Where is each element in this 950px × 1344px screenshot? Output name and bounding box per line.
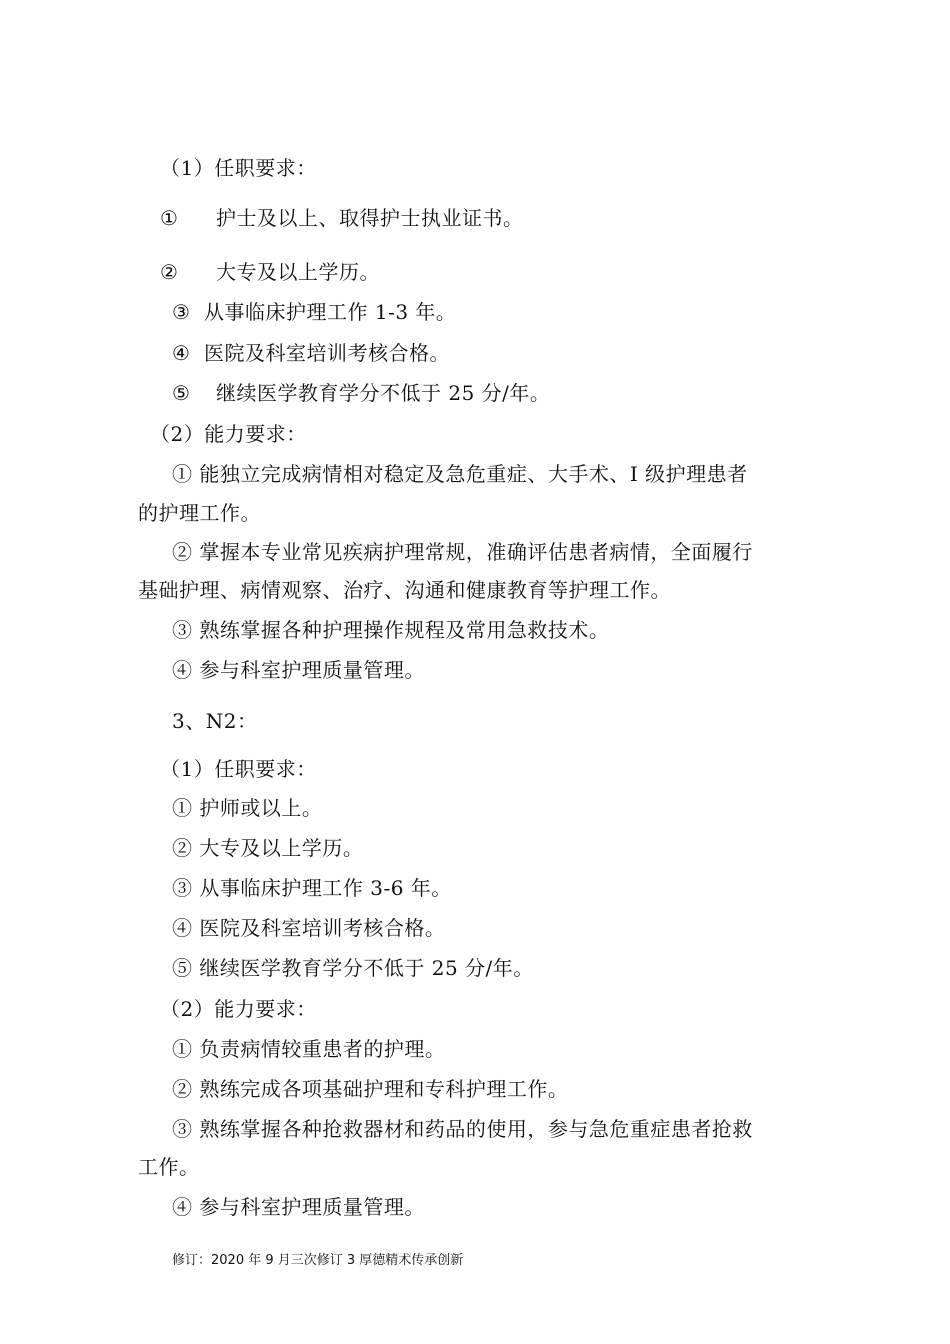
list-item [160, 206, 524, 230]
paragraph-line: ④ 参与科室护理质量管理。 [172, 1195, 425, 1219]
item-text: 医院及科室培训考核合格。 [204, 341, 450, 365]
item-text: 继续医学教育学分不低于 25 分/年。 [216, 381, 551, 405]
list-item [172, 300, 456, 324]
paragraph-line: 的护理工作。 [138, 501, 261, 525]
list-item [172, 381, 550, 405]
paragraph-line: ② 掌握本专业常见疾病护理常规，准确评估患者病情，全面履行 [172, 540, 753, 564]
list-item: ③ 从事临床护理工作 3-6 年。 [172, 876, 452, 900]
heading-job-requirements: （1）任职要求： [160, 156, 317, 180]
item-number: ④ [172, 341, 191, 365]
list-item: ② 大专及以上学历。 [172, 836, 364, 860]
item-number: ③ [172, 300, 191, 324]
item-number: ① [160, 206, 179, 230]
section-title: 3、N2： [172, 709, 258, 733]
paragraph-line: ① 负责病情较重患者的护理。 [172, 1037, 446, 1061]
paragraph-line: ① 能独立完成病情相对稳定及急危重症、大手术、I 级护理患者 [172, 462, 748, 486]
list-item: ④ 医院及科室培训考核合格。 [172, 916, 446, 940]
list-item: ⑤ 继续医学教育学分不低于 25 分/年。 [172, 956, 534, 980]
heading-ability-requirements: （2）能力要求： [150, 422, 307, 446]
paragraph-line: ③ 熟练掌握各种护理操作规程及常用急救技术。 [172, 618, 610, 642]
item-text: 从事临床护理工作 1-3 年。 [204, 300, 457, 324]
list-item: ① 护师或以上。 [172, 796, 323, 820]
paragraph-line: ② 熟练完成各项基础护理和专科护理工作。 [172, 1077, 569, 1101]
heading-job-requirements: （1）任职要求： [160, 757, 317, 781]
heading-ability-requirements: （2）能力要求： [160, 997, 317, 1021]
paragraph-line: 工作。 [138, 1155, 200, 1179]
item-number: ⑤ [172, 381, 191, 405]
paragraph-line: 基础护理、病情观察、治疗、沟通和健康教育等护理工作。 [138, 578, 671, 602]
item-text: 大专及以上学历。 [216, 260, 380, 284]
list-item [172, 341, 450, 365]
list-item [160, 260, 380, 284]
paragraph-line: ③ 熟练掌握各种抢救器材和药品的使用，参与急危重症患者抢救 [172, 1117, 753, 1141]
paragraph-line: ④ 参与科室护理质量管理。 [172, 658, 425, 682]
page-footer: 修订：2020 年 9 月三次修订 3 厚德精术传承创新 [172, 1253, 464, 1268]
item-text: 护士及以上、取得护士执业证书。 [216, 206, 524, 230]
item-number: ② [160, 260, 179, 284]
